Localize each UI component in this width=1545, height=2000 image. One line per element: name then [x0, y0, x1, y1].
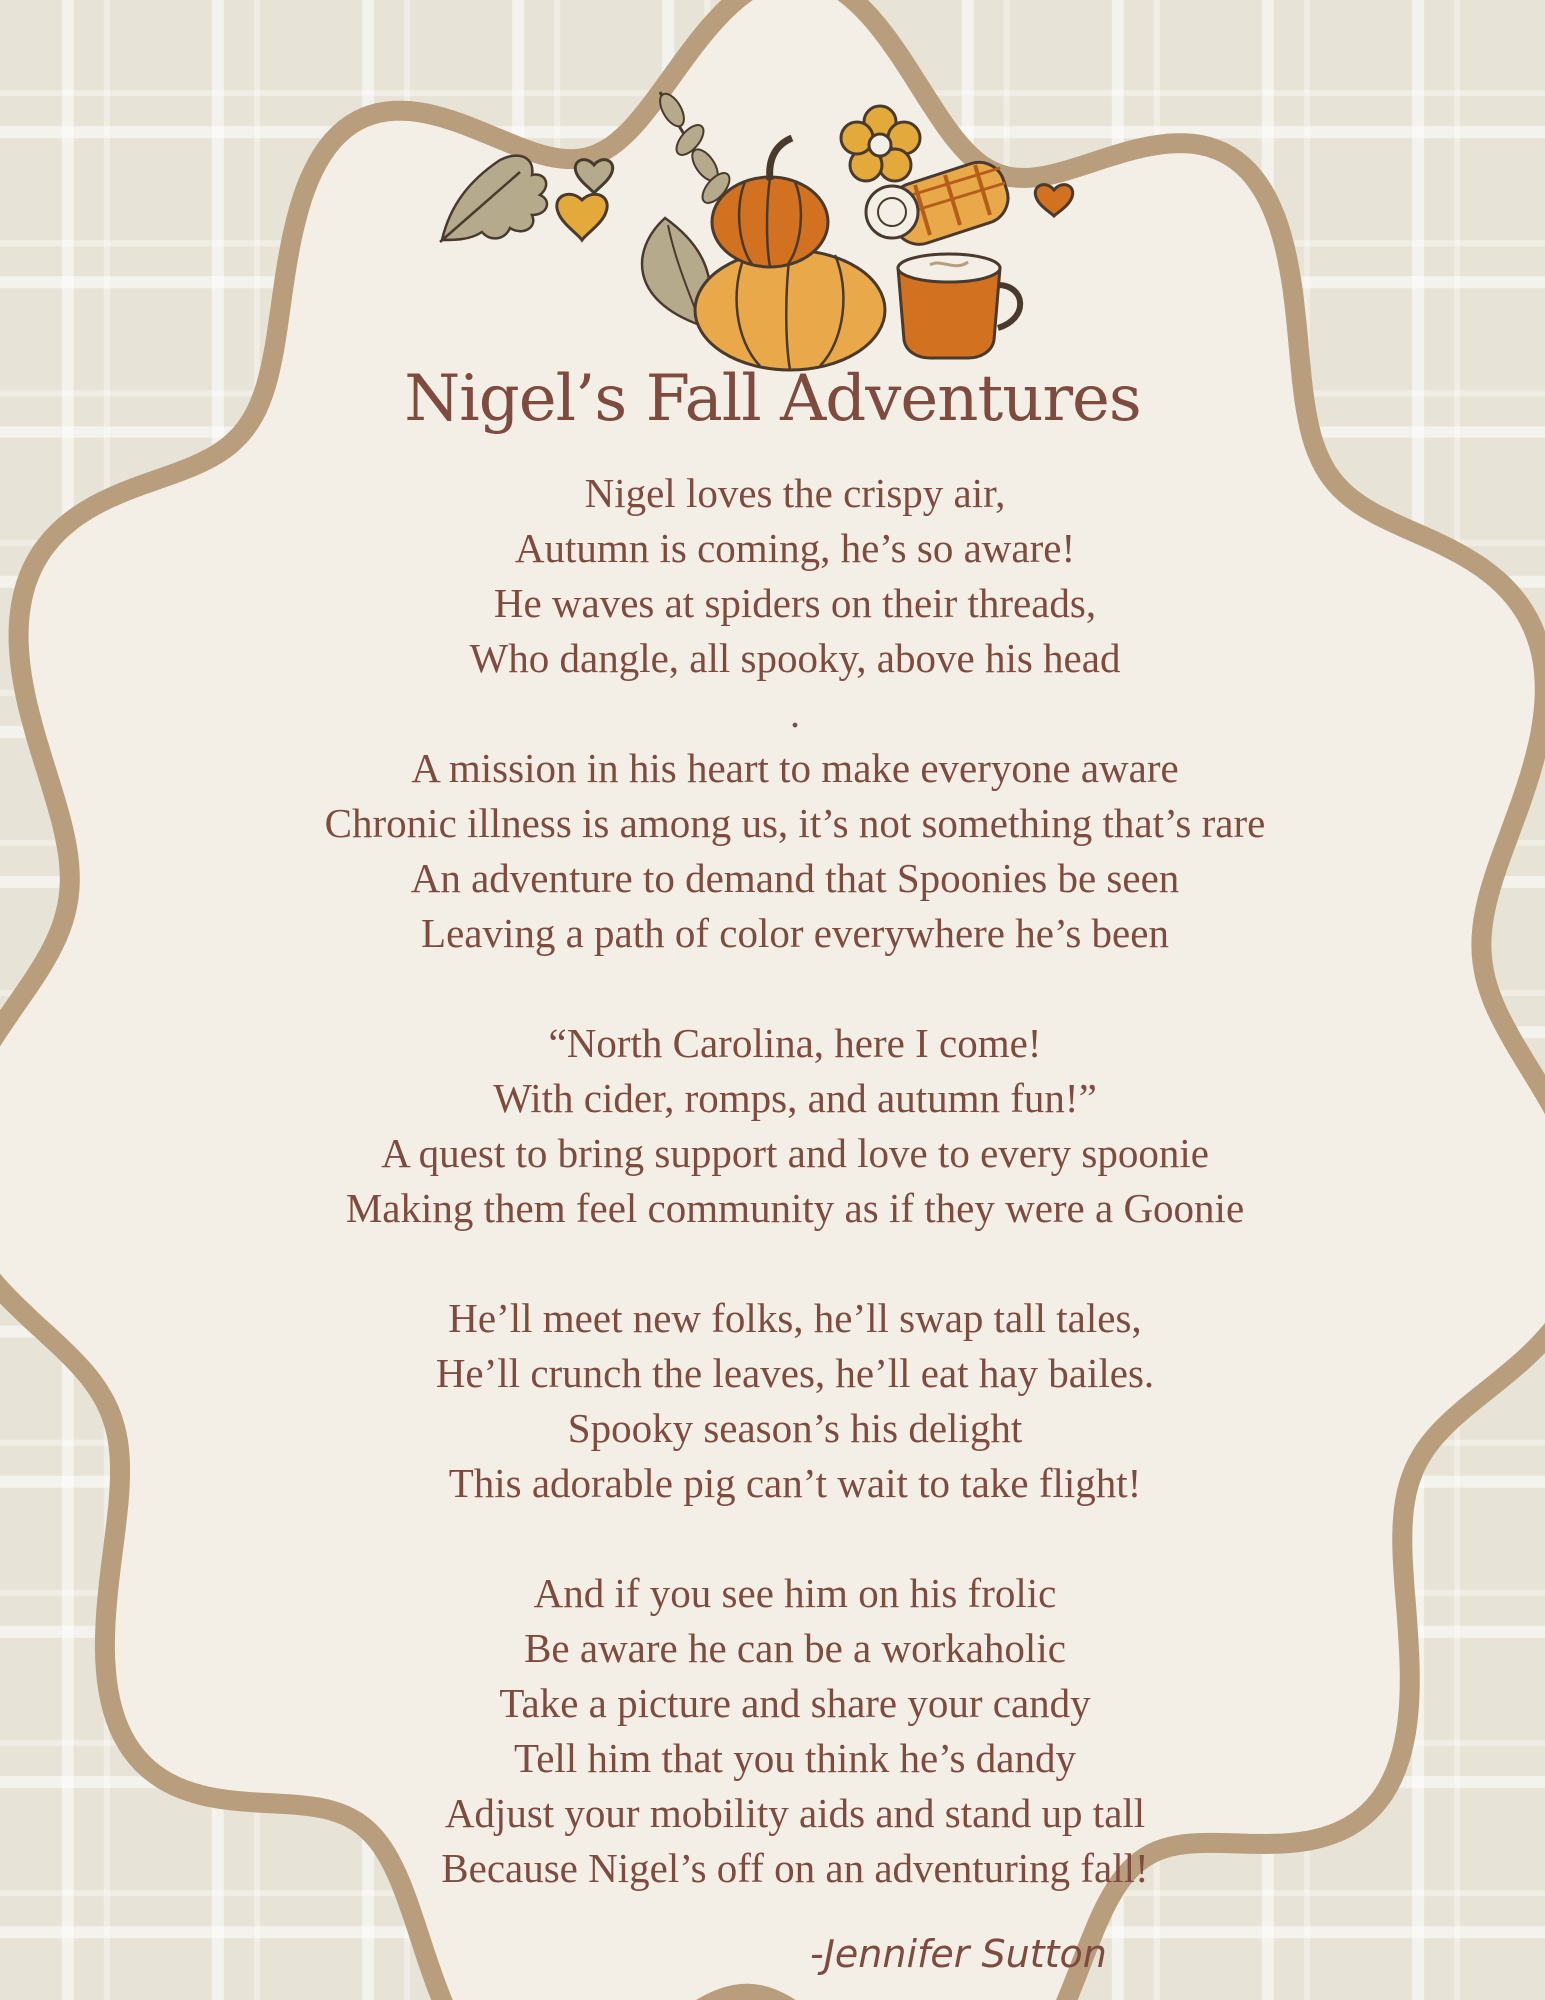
poem-line: With cider, romps, and autumn fun!” — [493, 1075, 1097, 1121]
poem-line: Tell him that you think he’s dandy — [514, 1735, 1076, 1781]
branch-icon — [655, 90, 734, 208]
poem-line: Nigel loves the crispy air, — [584, 470, 1006, 516]
poem-line: Who dangle, all spooky, above his head — [469, 635, 1121, 681]
pumpkin-icon — [712, 138, 828, 267]
autumn-illustration — [430, 80, 1130, 380]
poem-line: Be aware he can be a workaholic — [524, 1625, 1066, 1671]
pumpkin-icon — [695, 250, 885, 370]
author-signature: -Jennifer Sutton — [810, 1932, 1107, 1976]
poem-line: Making them feel community as if they were a Goonie — [345, 1185, 1245, 1231]
poem-line: “North Carolina, here I come! — [548, 1020, 1042, 1066]
poem-line: Because Nigel’s off on an adventuring fall! — [441, 1845, 1149, 1891]
poem-line: Leaving a path of color everywhere he’s been — [421, 910, 1169, 956]
poem-line: An adventure to demand that Spoonies be seen — [410, 855, 1180, 901]
heart-icon — [575, 160, 612, 193]
poem-title: Nigel’s Fall Adventures — [404, 362, 1141, 436]
poem-body — [0, 466, 1545, 1896]
poem-line: A quest to bring support and love to every spoonie — [381, 1130, 1209, 1176]
heart-icon — [1035, 185, 1072, 216]
poem-line: Autumn is coming, he’s so aware! — [514, 525, 1076, 571]
poem-line: He waves at spiders on their threads, — [493, 580, 1097, 626]
poem-line: Chronic illness is among us, it’s not something that’s rare — [324, 800, 1266, 846]
poem-line: Take a picture and share your candy — [499, 1680, 1091, 1726]
poem-line: And if you see him on his frolic — [533, 1570, 1057, 1616]
poem-line: He’ll crunch the leaves, he’ll eat hay bailes. — [435, 1350, 1155, 1396]
poem-line: He’ll meet new folks, he’ll swap tall tales, — [448, 1295, 1142, 1341]
mug-icon — [898, 254, 1020, 358]
poem-line — [0, 1236, 1545, 1291]
flower-icon — [841, 106, 920, 181]
poem-line: Spooky season’s his delight — [567, 1405, 1023, 1451]
poem-line — [0, 961, 1545, 1016]
poem-line — [0, 1511, 1545, 1566]
oak-leaf-icon — [440, 156, 547, 242]
poem-line: Adjust your mobility aids and stand up tall — [444, 1790, 1146, 1836]
poem-line: . — [789, 690, 801, 736]
poem-line: A mission in his heart to make everyone aware — [411, 745, 1179, 791]
poem-line: This adorable pig can’t wait to take flight! — [448, 1460, 1142, 1506]
heart-icon — [557, 194, 607, 240]
